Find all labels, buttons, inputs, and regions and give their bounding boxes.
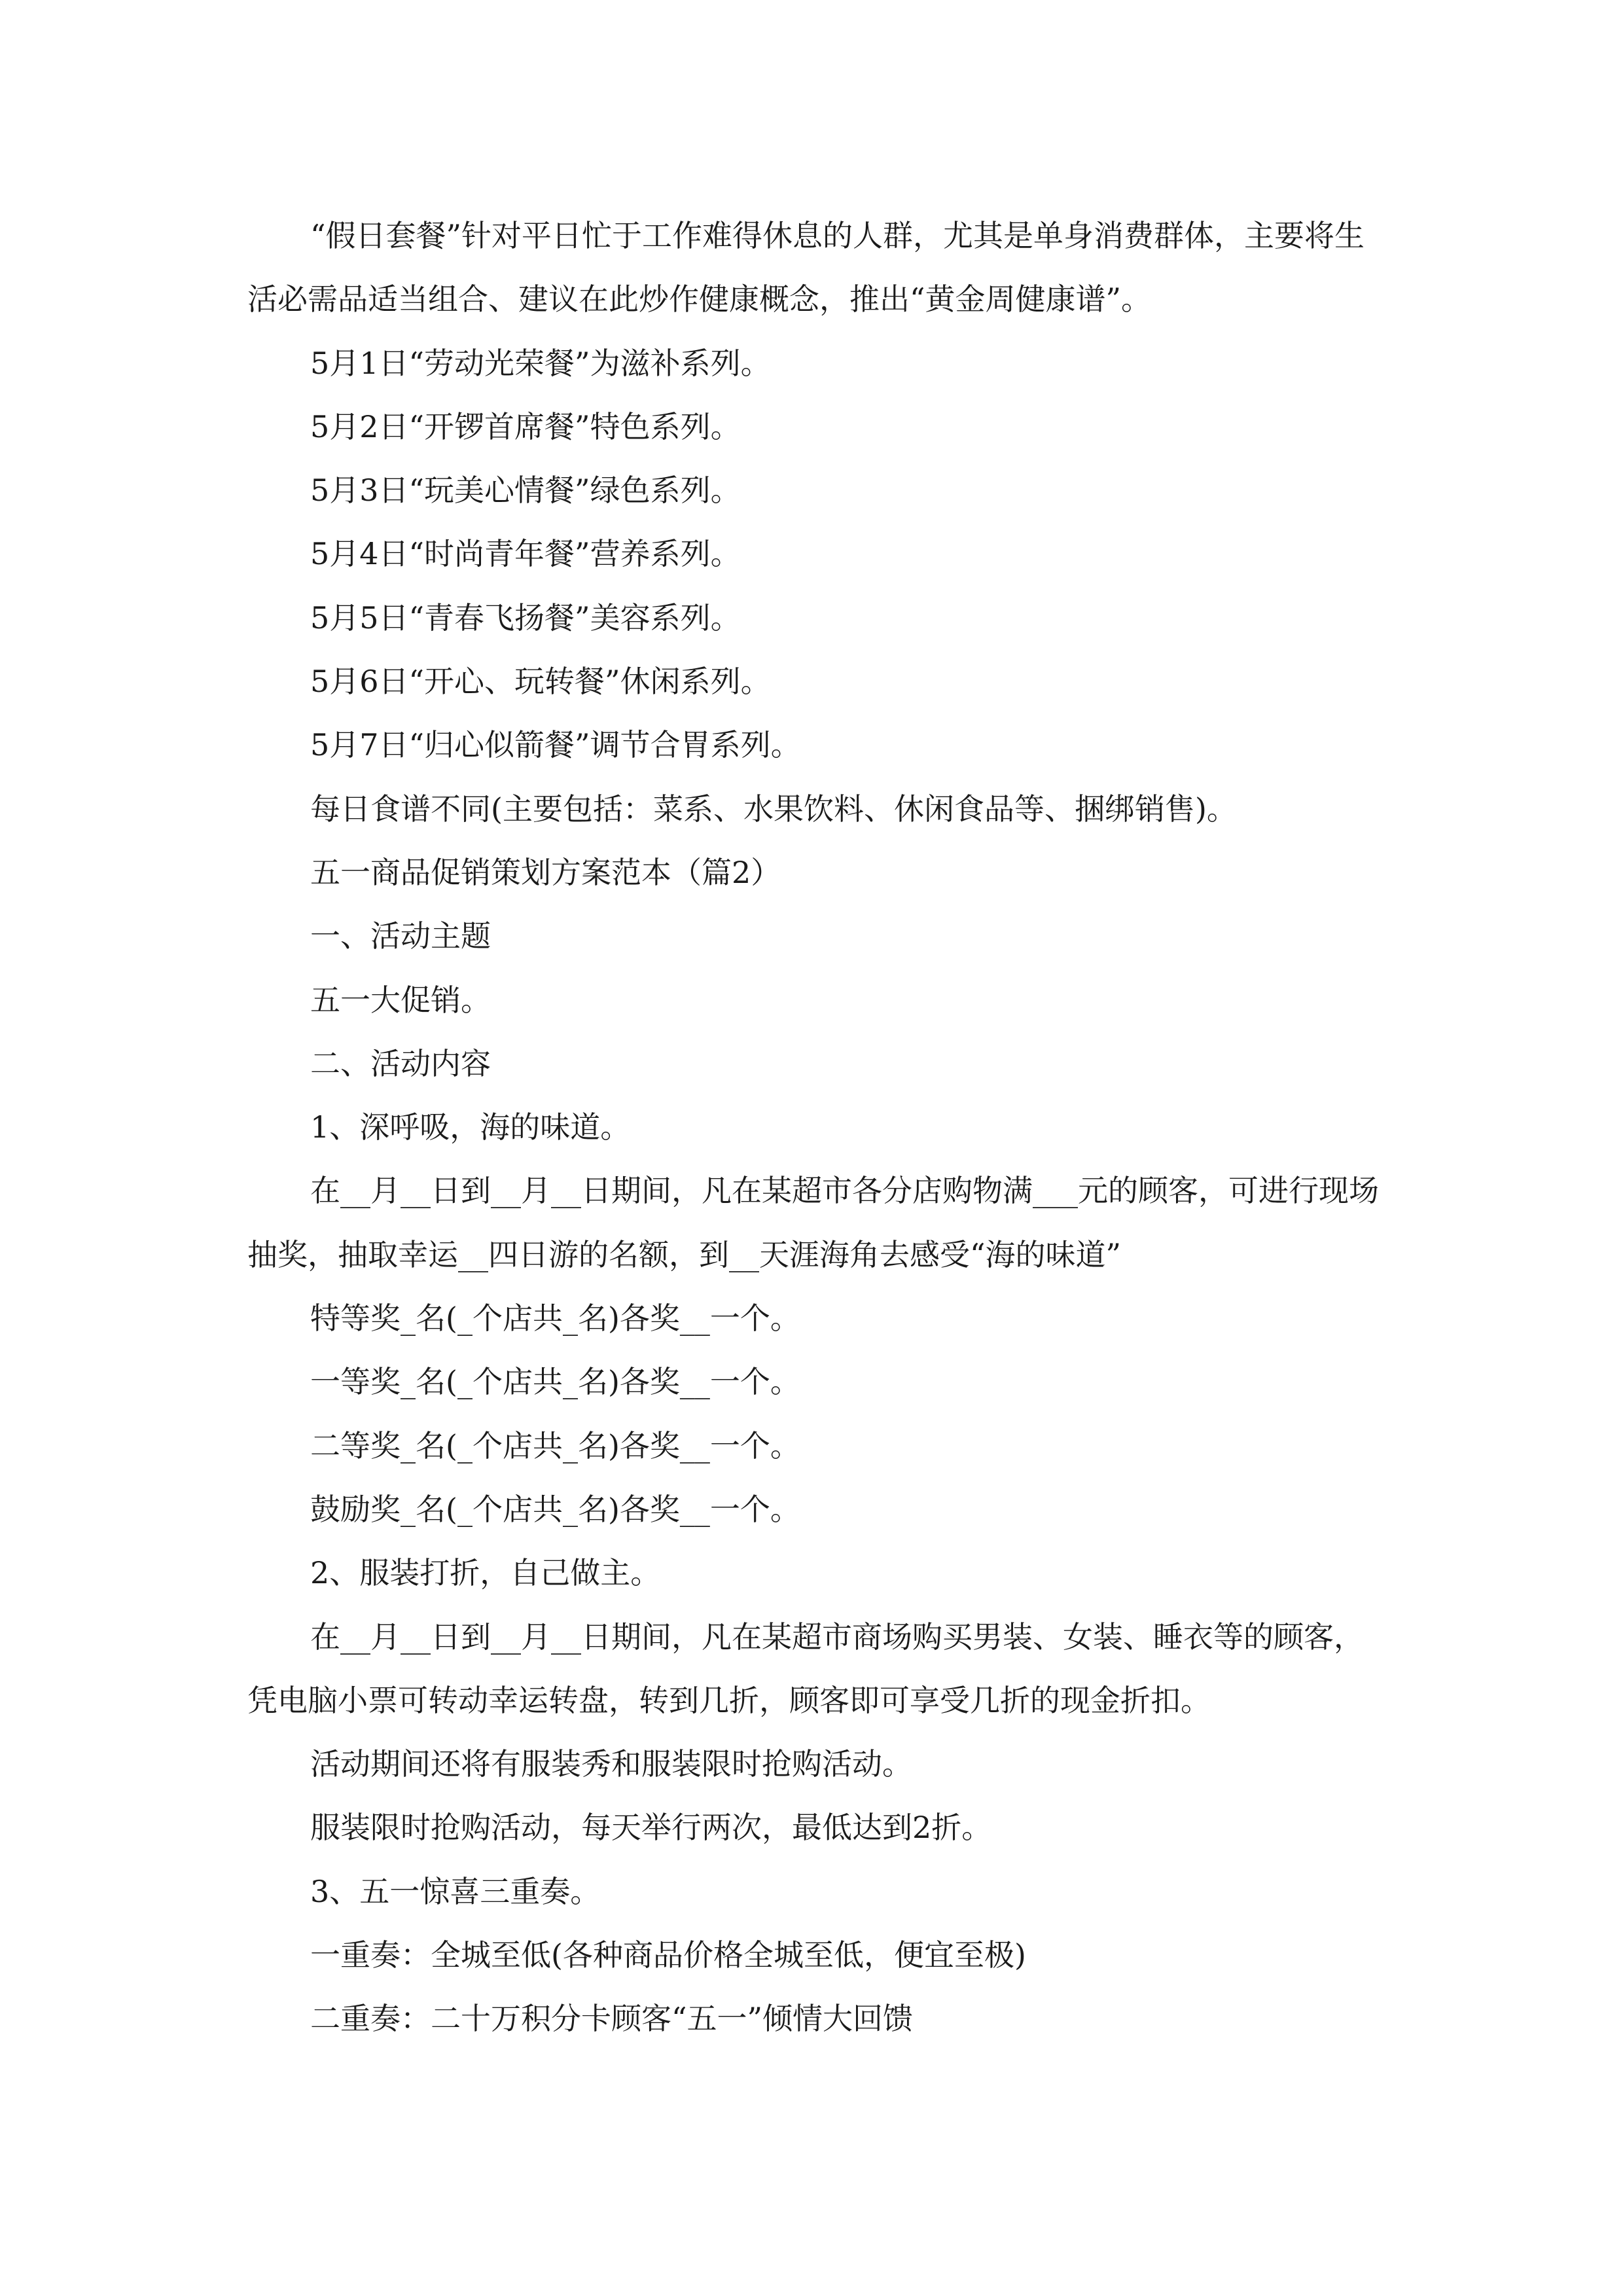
paragraph-may-6: 5月6日“开心、玩转餐”休闲系列。 <box>310 664 771 700</box>
heading-sea-taste: 1、深呼吸，海的味道。 <box>310 1109 631 1145</box>
paragraph-may-2: 5月2日“开锣首席餐”特色系列。 <box>310 408 741 444</box>
paragraph-fashion-show: 活动期间还将有服装秀和服装限时抢购活动。 <box>310 1746 912 1782</box>
paragraph-may-7: 5月7日“归心似箭餐”调节合胃系列。 <box>310 727 801 763</box>
paragraph-theme: 五一大促销。 <box>310 982 491 1018</box>
document-body <box>247 204 1380 2051</box>
paragraph-clothing-wheel: 在__月__日到__月__日期间，凡在某超市商场购买男装、女装、睡衣等的顾客，凭电脑小票可转动幸运转盘，转到几折，顾客即可享受几折的现金折扣。 <box>247 1619 1364 1718</box>
paragraph-may-3: 5月3日“玩美心情餐”绿色系列。 <box>310 473 741 509</box>
paragraph-first-movement: 一重奏：全城至低(各种商品价格全城至低，便宜至极) <box>310 1937 1026 1973</box>
paragraph-lottery: 在__月__日到__月__日期间，凡在某超市各分店购物满___元的顾客，可进行现场抽奖，抽取幸运__四日游的名额，到__天涯海角去感受“海的味道” <box>247 1173 1379 1272</box>
paragraph-first-prize: 一等奖_名(_个店共_名)各奖__一个。 <box>310 1364 800 1400</box>
paragraph-special-prize: 特等奖_名(_个店共_名)各奖__一个。 <box>310 1300 800 1336</box>
heading-activity-content: 二、活动内容 <box>310 1045 491 1081</box>
paragraph-may-4: 5月4日“时尚青年餐”营养系列。 <box>310 536 741 572</box>
paragraph-holiday-package: “假日套餐”针对平日忙于工作难得休息的人群，尤其是单身消费群体，主要将生活必需品适当组合、建议在此炒作健康概念，推出“黄金周健康谱”。 <box>247 218 1365 317</box>
section-title-part-2: 五一商品促销策划方案范本（篇2） <box>310 854 781 890</box>
paragraph-encouragement-prize: 鼓励奖_名(_个店共_名)各奖__一个。 <box>310 1491 800 1527</box>
paragraph-daily-menu: 每日食谱不同(主要包括：菜系、水果饮料、休闲食品等、捆绑销售)。 <box>310 791 1237 827</box>
paragraph-second-prize: 二等奖_名(_个店共_名)各奖__一个。 <box>310 1427 800 1463</box>
heading-clothing-discount: 2、服装打折，自己做主。 <box>310 1555 661 1591</box>
paragraph-flash-sale: 服装限时抢购活动，每天举行两次，最低达到2折。 <box>310 1810 992 1846</box>
paragraph-second-movement: 二重奏：二十万积分卡顾客“五一”倾情大回馈 <box>310 2001 914 2037</box>
paragraph-may-5: 5月5日“青春飞扬餐”美容系列。 <box>310 600 741 636</box>
paragraph-may-1: 5月1日“劳动光荣餐”为滋补系列。 <box>310 345 771 381</box>
heading-triple-surprise: 3、五一惊喜三重奏。 <box>310 1873 601 1909</box>
heading-activity-theme: 一、活动主题 <box>310 918 491 954</box>
